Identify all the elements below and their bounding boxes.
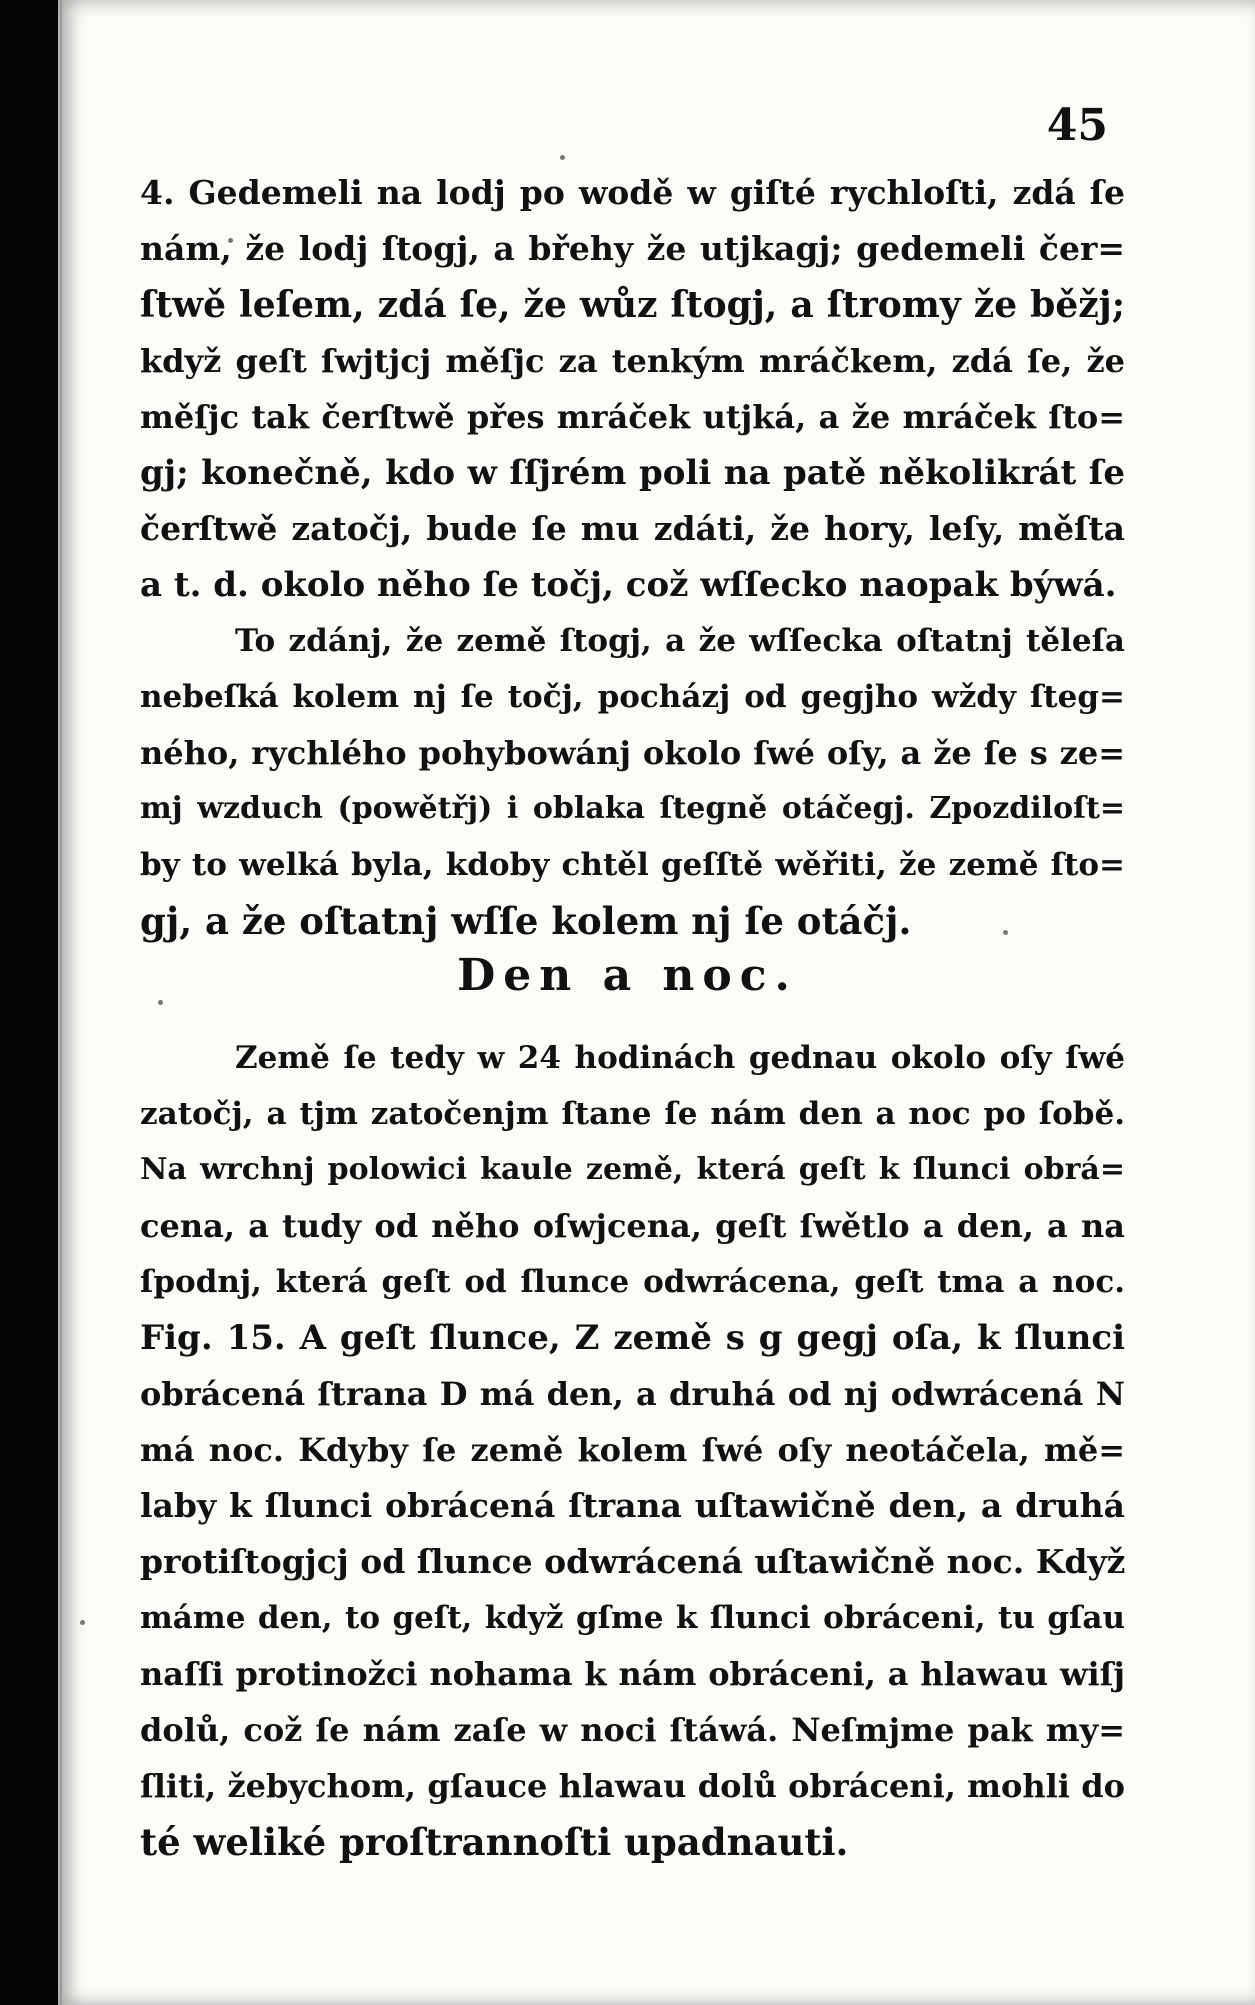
text-line: té weliké proſtrannoſti upadnauti.	[140, 1820, 849, 1864]
text-line: by to welká byla, kdoby chtěl geſſtě wěřiti, že země ſto=	[140, 847, 1125, 883]
text-line: naſſi protinožci nohama k nám obráceni, a hlawau wiſj	[140, 1655, 1125, 1693]
text-line: mj wzduch (powětřj) i oblaka ſtegně otáčegj. Zpozdiloſt=	[140, 791, 1125, 826]
text-line: Na wrchnj polowici kaule země, která geſt k ſlunci obrá=	[140, 1152, 1125, 1187]
text-line: laby k ſlunci obrácená ſtrana uſtawičně den, a druhá	[140, 1486, 1125, 1525]
paragraph-3	[140, 1030, 1125, 1870]
text-line: když geſt ſwjtjcj měſjc za tenkým mráčkem, zdá ſe, že	[140, 342, 1125, 380]
text-line: protiſtogjcj od ſlunce odwrácená uſtawičně noc. Když	[140, 1542, 1125, 1581]
text-line: ſpodnj, která geſt od ſlunce odwrácena, geſt tma a noc.	[140, 1264, 1125, 1300]
text-line: 4. Gedemeli na lodj po wodě w giſté rychloſti, zdá ſe	[140, 173, 1125, 212]
text-line: ného, rychlého pohybowánj okolo ſwé oſy, a že ſe s ze=	[140, 734, 1125, 772]
text-line: dolů, což ſe nám zaſe w noci ſtáwá. Neſmjme pak my=	[140, 1711, 1125, 1749]
text-line: To zdánj, že země ſtogj, a že wſſecka oſtatnj těleſa	[235, 623, 1125, 659]
text-line: čerſtwě zatočj, bude ſe mu zdáti, že hory, leſy, měſta	[140, 509, 1125, 548]
text-line: Fig. 15. A geſt ſlunce, Z země s g gegj oſa, k ſlunci	[140, 1318, 1125, 1358]
section-heading: Den a noc.	[457, 950, 798, 1001]
text-line: měſjc tak čerſtwě přes mráček utjká, a že mráček ſto=	[140, 398, 1125, 436]
paragraph-2	[140, 613, 1125, 949]
text-line: cena, a tudy od něho oſwjcena, geſt ſwětlo a den, a na	[140, 1207, 1125, 1245]
print-speck	[80, 1620, 85, 1625]
text-line: a t. d. okolo něho ſe točj, což wſſecko naopak býwá.	[140, 565, 1117, 605]
text-line: obrácená ſtrana D má den, a druhá od nj odwrácená N	[140, 1375, 1125, 1413]
scan-left-margin	[0, 0, 60, 2005]
text-line: nám, že lodj ſtogj, a břehy že utjkagj; gedemeli čer=	[140, 229, 1125, 268]
text-line: nebeſká kolem nj ſe točj, pocházj od gegjho wždy ſteg=	[140, 679, 1125, 715]
paragraph-1	[140, 165, 1125, 613]
text-line: gj; konečně, kdo w ſſjrém poli na patě několikrát ſe	[140, 453, 1125, 493]
text-line: Země ſe tedy w 24 hodinách gednau okolo oſy ſwé	[235, 1040, 1125, 1076]
text-line: zatočj, a tjm zatočenjm ſtane ſe nám den a noc po ſobě.	[140, 1096, 1125, 1132]
text-line: ſtwě leſem, zdá ſe, že wůz ſtogj, a ſtromy že běžj;	[140, 284, 1125, 326]
text-line: gj, a že oſtatnj wſſe kolem nj ſe otáčj.	[140, 899, 912, 943]
print-speck	[560, 155, 565, 160]
text-line: máme den, to geſt, když gſme k ſlunci obráceni, tu gſau	[140, 1600, 1125, 1636]
text-line: ſliti, žebychom, gſauce hlawau dolů obráceni, mohli do	[140, 1767, 1125, 1805]
page-fold-line	[60, 0, 62, 2005]
page-number: 45	[1046, 100, 1108, 151]
text-line: má noc. Kdyby ſe země kolem ſwé oſy neotáčela, mě=	[140, 1431, 1125, 1469]
